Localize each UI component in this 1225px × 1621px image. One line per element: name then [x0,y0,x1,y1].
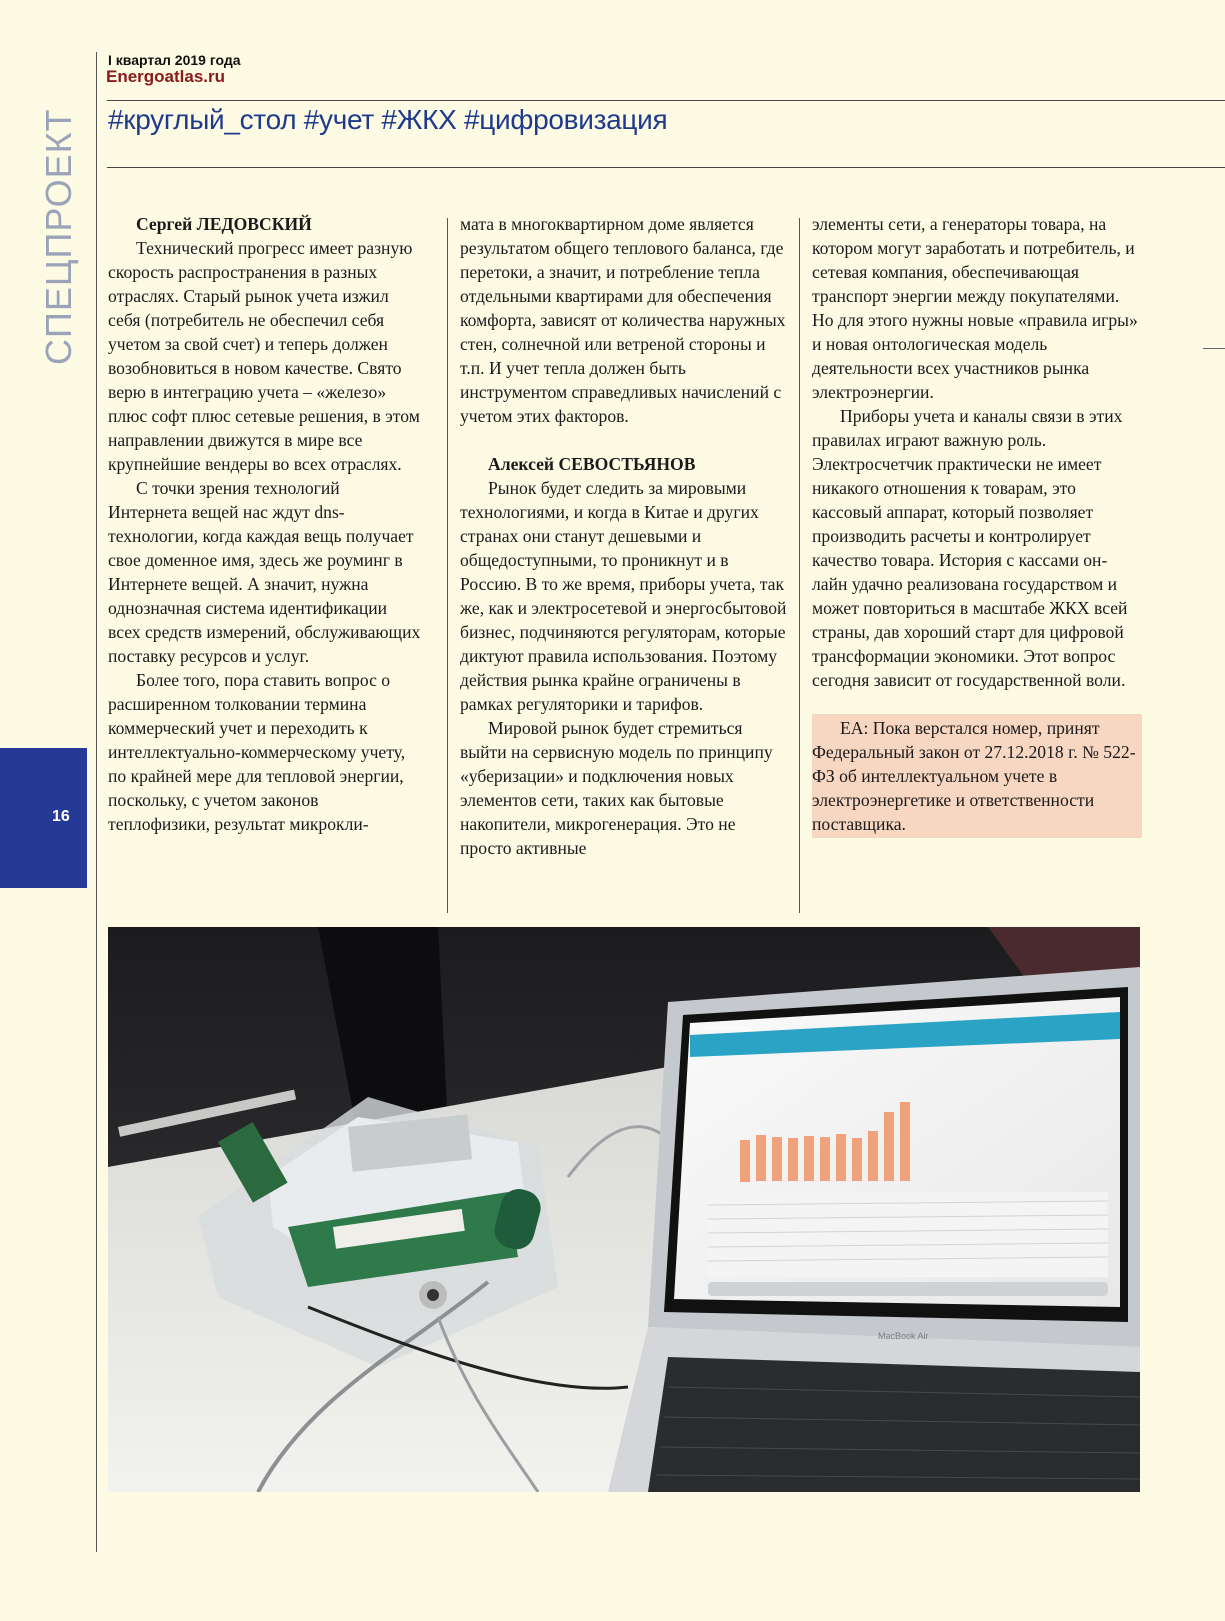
editor-note: ЕА: Пока верстался номер, принят Федеральный закон от 27.12.2018 г. № 522-ФЗ об интеллектуальном учете в электроэнергетике и ответственности поставщика. [812,714,1142,838]
paragraph: Более того, пора ставить вопрос о расширенном толковании термина коммерческий учет и переходить к интеллектуально-коммерческому учету, по крайней мере для тепловой энергии, поскольку, с учетом законов теплофизики, результат микрокли- [108,670,406,834]
issue-label: I квартал 2019 года [108,52,241,68]
section-label-text: СПЕЦПРОЕКТ [38,108,79,365]
laptop-brand: MacBook Air [878,1331,929,1341]
author-name: Сергей ЛЕДОВСКИЙ [136,214,312,234]
section-label [38,95,78,365]
paragraph: С точки зрения технологий Интернета вещей нас ждут dns-технологии, когда каждая вещь получает свое доменное имя, здесь же роуминг в Интернете вещей. А значит, нужна однозначная система идентификации всех средств измерений, обслуживающих поставку ресурсов и услуг. [108,478,421,666]
app-name: ЭНЕРГОКабинет [703,1026,758,1033]
page-number: 16 [52,808,70,825]
header-rule-top [107,100,1225,101]
column-1 [108,212,422,836]
paragraph: Технический прогресс имеет разную скорость распространения в разных отраслях. Старый рынок учета изжил себя (потребитель не обеспечил себя учетом за свой счет) и теперь должен возобновиться в новом качестве. Свято верю в интеграцию учета – «железо» плюс софт плюс сетевые решения, в этом направлении движутся в мире все крупнейшие вендеры во всех отраслях. [108,238,420,474]
column-3 [812,212,1142,838]
paragraph: Рынок будет следить за мировыми технологиями, и когда в Китае и других странах они станут дешевыми и общедоступными, то проникнут и в Россию. В то же время, приборы учета, так же, как и электросетевой и энергосбытовой бизнес, подчиняются регуляторам, которые диктуют правила использования. Поэтому действия рынка крайне ограничены в рамках регуляторики и тарифов. [460,478,787,714]
photo-meter-and-laptop [108,927,1140,1492]
margin-line [96,52,97,1552]
margin-tick [1203,348,1225,349]
author-name: Алексей СЕВОСТЬЯНОВ [488,454,696,474]
column-2 [460,212,790,860]
header-rule-bottom [107,167,1225,168]
paragraph: элементы сети, а генераторы товара, на котором могут заработать и потребитель, и сетевая компания, обеспечивающая транспорт энергии между покупателями. Но для этого нужны новые «правила игры» и новая онтологическая модель деятельности всех участников рынка электроэнергии. [812,214,1138,402]
hashtags-title: #круглый_стол #учет #ЖКХ #цифровизация [108,104,668,135]
site-name[interactable]: Energoatlas.ru [106,67,226,86]
column-separator [447,218,448,913]
paragraph: мата в многоквартирном доме является результатом общего теплового баланса, где перетоки, а значит, и потребление тепла отдельными квартирами для обеспечения комфорта, зависят от количества наружных стен, солнечной или ветреной стороны и т.п. И учет тепла должен быть инструментом справедливых начислений с учетом этих факторов. [460,214,786,426]
column-separator [799,218,800,913]
paragraph: Приборы учета и каналы связи в этих правилах играют важную роль. Электросчетчик практически не имеет никакого отношения к товарам, это кассовый аппарат, который позволяет производить расчеты и контролирует качество товара. История с кассами он-лайн удачно реализована государством и может повториться в масштабе ЖКХ всей страны, дав хороший старт для цифровой трансформации экономики. Этот вопрос сегодня зависит от государственной воли. [812,406,1128,690]
paragraph: Мировой рынок будет стремиться выйти на сервисную модель по принципу «уберизации» и подключения новых элементов сети, таких как бытовые накопители, микрогенерация. Это не просто активные [460,718,773,858]
page-number-box [0,748,87,888]
